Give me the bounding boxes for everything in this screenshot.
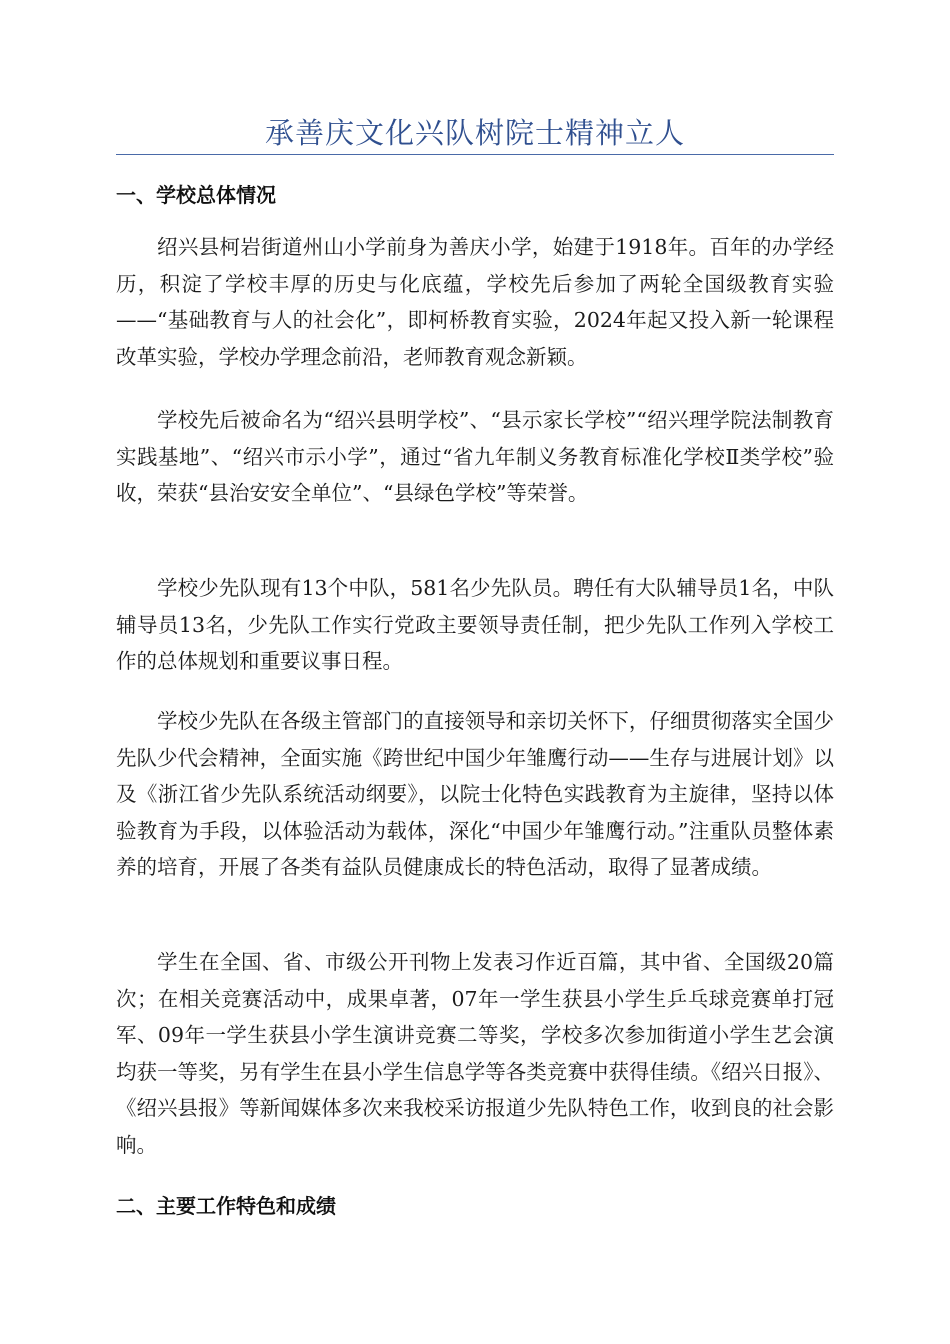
- paragraph-2: 学校先后被命名为“绍兴县明学校”、“县示家长学校”“绍兴理学院法制教育实践基地”、“绍兴市示小学”，通过“省九年制义务教育标准化学校Ⅱ类学校”验收，荣获“县治安安全单位”、“县绿色学校”等荣誉。: [116, 408, 834, 505]
- document-title: 承善庆文化兴队树院士精神立人: [264, 116, 685, 150]
- title-underline: [116, 154, 834, 155]
- section-heading-1: 一、学校总体情况: [116, 183, 276, 207]
- paragraph-5: 学生在全国、省、市级公开刊物上发表习作近百篇，其中省、全国级20篇次；在相关竞赛活动中，成果卓著，07年一学生获县小学生乒乓球竞赛单打冠军、09年一学生获县小学生演讲竞赛二等奖，学校多次参加街道小学生艺会演均获一等奖，另有学生在县小学生信息学等各类竞赛中获得佳绩。《绍兴日报》、《绍兴县报》等新闻媒体多次来我校采访报道少先队特色工作，收到良的社会影响。: [116, 950, 834, 1157]
- section-heading-2: 二、主要工作特色和成绩: [116, 1194, 336, 1218]
- paragraph-4: 学校少先队在各级主管部门的直接领导和亲切关怀下，仔细贯彻落实全国少先队少代会精神，全面实施《跨世纪中国少年雏鹰行动——生存与进展计划》以及《浙江省少先队系统活动纲要》，以院士化特色实践教育为主旋律，坚持以体验教育为手段，以体验活动为载体，深化“中国少年雏鹰行动。”注重队员整体素养的培育，开展了各类有益队员健康成长的特色活动，取得了显著成绩。: [116, 709, 834, 879]
- paragraph-1: 绍兴县柯岩街道州山小学前身为善庆小学，始建于1918年。百年的办学经历，积淀了学校丰厚的历史与化底蕴，学校先后参加了两轮全国级教育实验——“基础教育与人的社会化”，即柯桥教育实验，2024年起又投入新一轮课程改革实验，学校办学理念前沿，老师教育观念新颖。: [116, 235, 834, 369]
- paragraph-3: 学校少先队现有13个中队，581名少先队员。聘任有大队辅导员1名，中队辅导员13名，少先队工作实行党政主要领导责任制，把少先队工作列入学校工作的总体规划和重要议事日程。: [116, 576, 834, 673]
